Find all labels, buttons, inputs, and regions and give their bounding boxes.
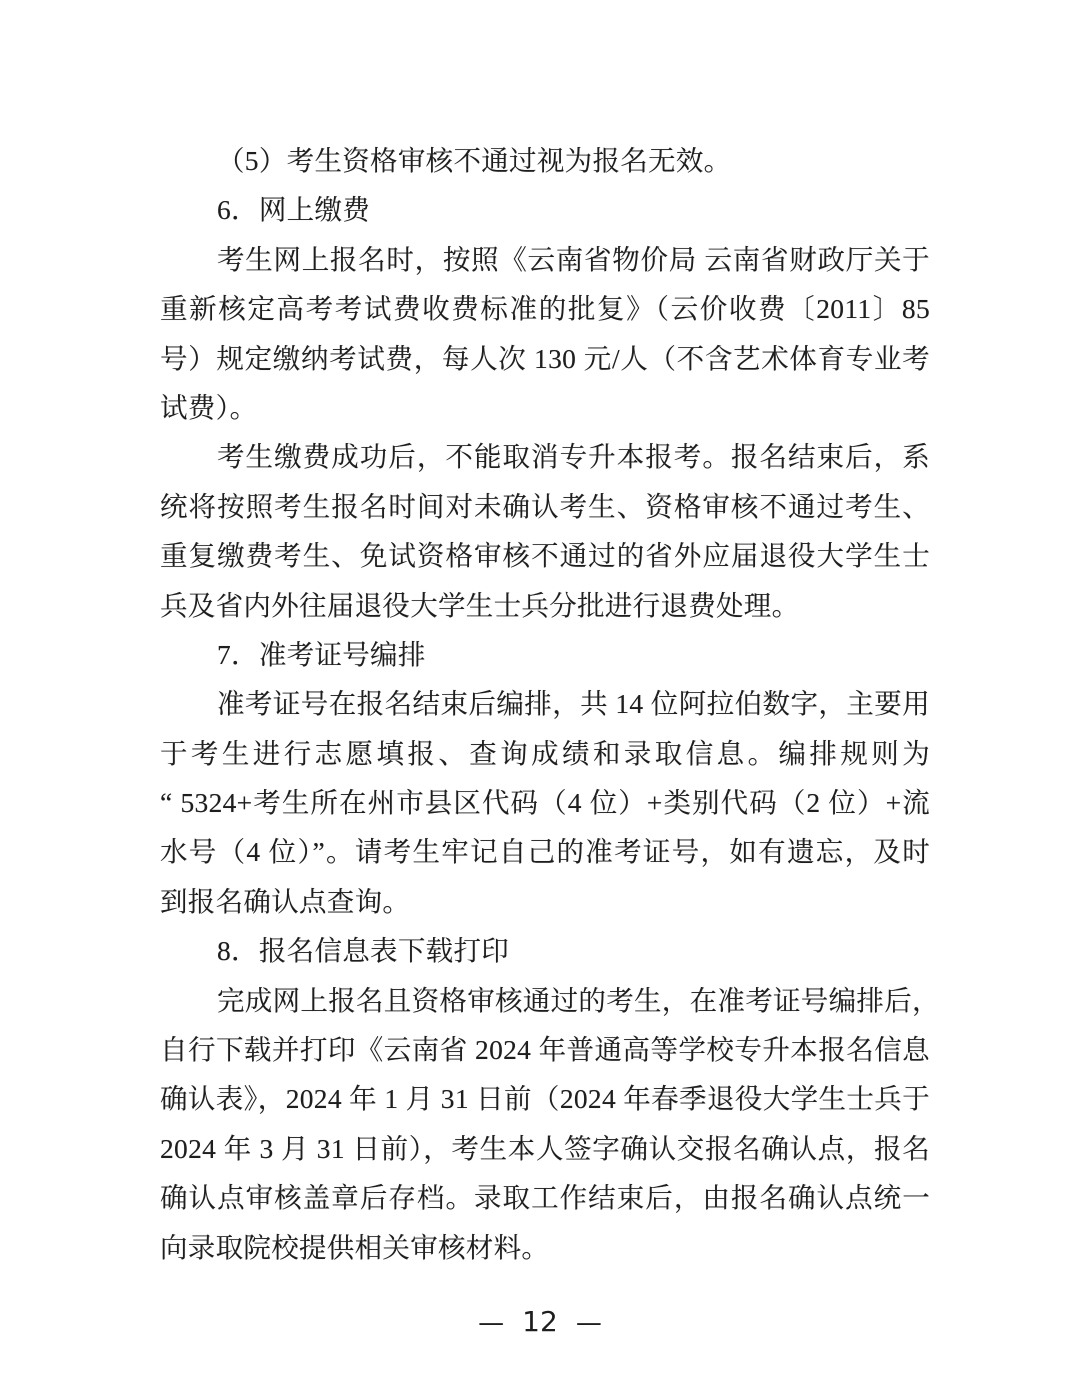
text-line: 统将按照考生报名时间对未确认考生、资格审核不通过考生、 bbox=[160, 490, 930, 522]
text-line: 完成网上报名且资格审核通过的考生，在准考证号编排后， bbox=[217, 984, 940, 1016]
section-heading: 6．网上缴费 bbox=[217, 194, 371, 226]
text-line: 试费）。 bbox=[160, 391, 258, 423]
text-line: 重复缴费考生、免试资格审核不通过的省外应届退役大学生士 bbox=[160, 540, 930, 572]
text-line: 自行下载并打印《云南省 2024 年普通高等学校专升本报名信息 bbox=[160, 1034, 930, 1066]
text-line: 考生缴费成功后，不能取消专升本报考。报名结束后，系 bbox=[217, 441, 930, 473]
text-line: 2024 年 3 月 31 日前），考生本人签字确认交报名确认点，报名 bbox=[160, 1132, 930, 1164]
footer-dash-right: — bbox=[575, 1308, 602, 1338]
section-heading: 8．报名信息表下载打印 bbox=[217, 935, 510, 967]
text-line: 准考证号在报名结束后编排，共 14 位阿拉伯数字，主要用 bbox=[217, 688, 930, 720]
text-line: “ 5324+考生所在州市县区代码（4 位）+类别代码（2 位）+流 bbox=[160, 787, 930, 819]
section-heading: 7．准考证号编排 bbox=[217, 638, 426, 670]
text-line: 到报名确认点查询。 bbox=[160, 885, 411, 917]
text-line: （5）考生资格审核不通过视为报名无效。 bbox=[217, 145, 732, 176]
footer-dash-left: — bbox=[478, 1308, 505, 1338]
text-line: 兵及省内外往届退役大学生士兵分批进行退费处理。 bbox=[160, 589, 800, 621]
text-line: 号）规定缴纳考试费，每人次 130 元/人（不含艺术体育专业考 bbox=[160, 342, 930, 374]
document-body bbox=[160, 136, 940, 1272]
text-line: 于考生进行志愿填报、查询成绩和录取信息。编排规则为 bbox=[160, 737, 930, 769]
page-footer bbox=[0, 1305, 1080, 1338]
text-line: 水号（4 位）”。请考生牢记自己的准考证号，如有遗忘，及时 bbox=[160, 836, 930, 868]
page-number: 12 bbox=[522, 1305, 558, 1338]
text-line: 向录取院校提供相关审核材料。 bbox=[160, 1231, 550, 1263]
text-line: 确认点审核盖章后存档。录取工作结束后，由报名确认点统一 bbox=[160, 1182, 930, 1214]
text-line: 考生网上报名时，按照《云南省物价局 云南省财政厅关于 bbox=[217, 243, 930, 275]
text-line: 确认表》，2024 年 1 月 31 日前（2024 年春季退役大学生士兵于 bbox=[160, 1083, 930, 1115]
text-line: 重新核定高考考试费收费标准的批复》（云价收费〔2011〕85 bbox=[160, 293, 930, 325]
